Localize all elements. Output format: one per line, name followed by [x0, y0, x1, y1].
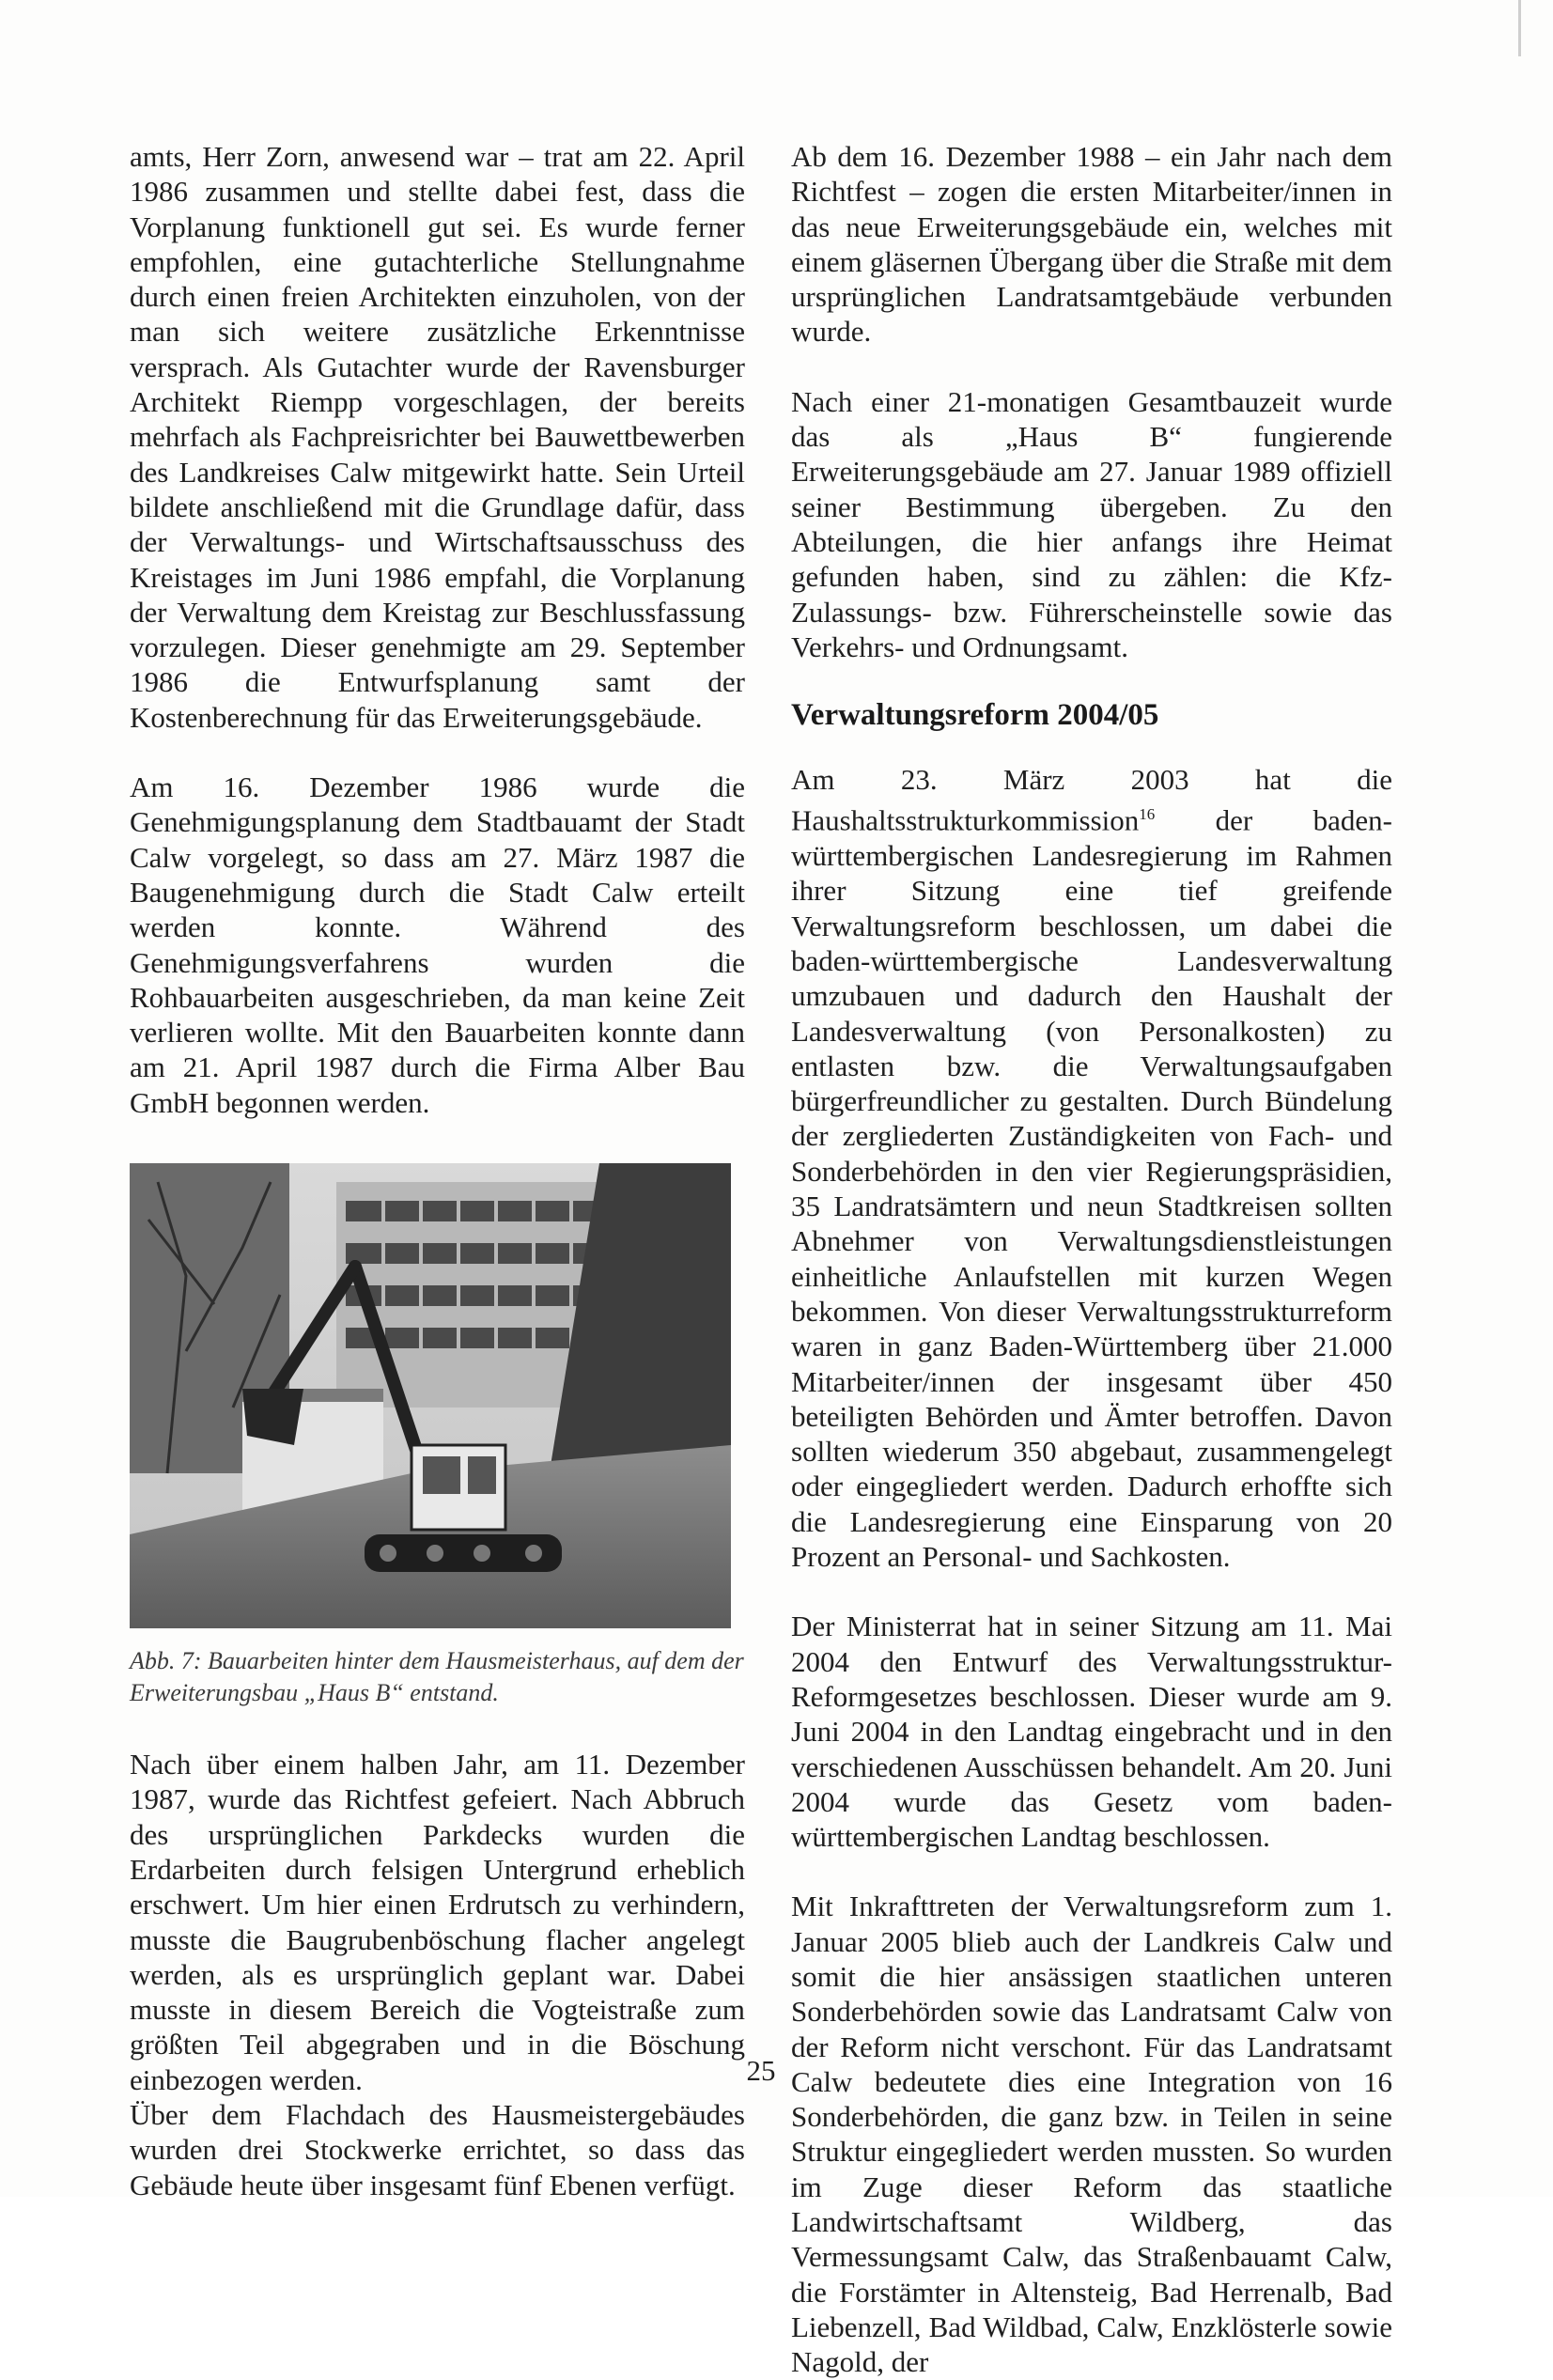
paragraph-rest: der baden-württembergischen Landesregierung im Rahmen ihrer Sitzung eine tief greifende Verwaltungsreform beschlossen, um dabei die baden-württembergische Landesverwaltung umzubauen und dadurch den Haushalt der Landesverwaltung (von Personalkosten) zu entlasten bzw. die Verwaltungsaufgaben bürgerfreundlicher zu gestalten. Durch Bündelung der zergliederten Zuständigkeiten von Fach- und Sonderbehörden in den vier Regierungspräsidien, 35 Landratsämtern und neun Stadtkreisen sollten Abnehmer von Verwaltungsdienstleistungen einheitliche Anlaufstellen mit kurzen Wegen bekommen. Von dieser Verwaltungsstrukturreform waren in ganz Baden-Württemberg über 21.000 Mitarbeiter/innen der insgesamt über 450 beteiligten Behörden und Ämter betroffen. Davon sollten wiederum 350 abgebaut, zusammengelegt oder eingegliedert werden. Dadurch erhoffte sich die Landesregierung eine Einsparung von 20 Prozent an Personal- und Sachkosten.: [791, 803, 1392, 1574]
paragraph: Mit Inkrafttreten der Verwaltungsreform zum 1. Januar 2005 blieb auch der Landkreis Calw und somit die hier ansässigen staatlichen unteren Sonderbehörden sowie das Landratsamt Calw von der Reform nicht verschont. Für das Landratsamt Calw bedeutete dies eine Integration von 16 Sonderbehörden, die ganz bzw. in Teilen in seine Struktur eingegliedert werden mussten. So wurden im Zuge dieser Reform das staatliche Landwirtschaftsamt Wildberg, das Vermessungsamt Calw, das Straßenbauamt Calw, die Forstämter in Altensteig, Bad Herrenalb, Bad Liebenzell, Bad Wildbad, Calw, Enzklösterle sowie Nagold, der: [791, 1890, 1392, 2379]
section-heading: Verwaltungsreform 2004/05: [791, 698, 1159, 733]
paragraph: Am 16. Dezember 1986 wurde die Genehmigungsplanung dem Stadtbauamt der Stadt Calw vorgelegt, so dass am 27. März 1987 die Baugenehmigung durch die Stadt Calw erteilt werden konnte. Während des Genehmigungsverfahrens wurden die Rohbauarbeiten ausgeschrieben, da man keine Zeit verlieren wollte. Mit den Bauarbeiten konnte dann am 21. April 1987 durch die Firma Alber Bau GmbH begonnen werden.: [130, 770, 745, 1119]
paragraph: Über dem Flachdach des Hausmeistergebäudes wurden drei Stockwerke errichtet, so dass das Gebäude heute über insgesamt fünf Ebenen verfügt.: [130, 2097, 745, 2201]
paragraph-start: Am 23. März 2003 hat die Haushaltsstrukturkommission: [791, 763, 1392, 837]
paragraph: Ab dem 16. Dezember 1988 – ein Jahr nach dem Richtfest – zogen die ersten Mitarbeiter/innen in das neue Erweiterungsgebäude ein, welches mit einem gläsernen Übergang über die Straße mit dem ursprünglichen Landratsamtgebäude verbunden wurde.: [791, 140, 1392, 349]
paragraph: Nach einer 21-monatigen Gesamtbauzeit wurde das als „Haus B“ fungierende Erweiterungsgebäude am 27. Januar 1989 offiziell seiner Bestimmung übergeben. Zu den Abteilungen, die hier anfangs ihre Heimat gefunden haben, sind zu zählen: die Kfz-Zulassungs- bzw. Führerscheinstelle sowie das Verkehrs- und Ordnungsamt.: [791, 384, 1392, 663]
page-number: 25: [746, 2054, 776, 2087]
paragraph: Der Ministerrat hat in seiner Sitzung am 11. Mai 2004 den Entwurf des Verwaltungsstruktur-Reformgesetzes beschlossen. Dieser wurde am 9. Juni 2004 in den Landtag eingebracht und in den verschiedenen Ausschüssen behandelt. Am 20. Juni 2004 wurde das Gesetz vom baden-württembergischen Landtag beschlossen.: [791, 1610, 1392, 1854]
paragraph: [791, 762, 1392, 1574]
figure-caption: Abb. 7: Bauarbeiten hinter dem Hausmeisterhaus, auf dem der Erweiterungsbau „Haus B“ entstand.: [130, 1647, 744, 1707]
left-column: [130, 139, 745, 2202]
paragraph: amts, Herr Zorn, anwesend war – trat am 22. April 1986 zusammen und stellte dabei fest, dass die Vorplanung funktionell gut sei. Es wurde ferner empfohlen, eine gutachterliche Stellungnahme durch einen freien Architekten einzuholen, von der man sich weitere zusätzliche Erkenntnisse versprach. Als Gutachter wurde der Ravensburger Architekt Riempp vorgeschlagen, der bereits mehrfach als Fachpreisrichter bei Bauwettbewerben des Landkreises Calw mitgewirkt hatte. Sein Urteil bildete anschließend mit die Grundlage dafür, dass der Verwaltungs- und Wirtschaftsausschuss des Kreistages im Juni 1986 empfahl, die Vorplanung der Verwaltung dem Kreistag zur Beschlussfassung vorzulegen. Dieser genehmigte am 29. September 1986 die Entwurfsplanung samt der Kostenberechnung für das Erweiterungsgebäude.: [130, 140, 745, 734]
right-column: [791, 139, 1392, 2380]
footnote-marker: 16: [1139, 805, 1156, 824]
paragraph: Nach über einem halben Jahr, am 11. Dezember 1987, wurde das Richtfest gefeiert. Nach Abbruch des ursprünglichen Parkdecks wurden die Erdarbeiten durch felsigen Untergrund erheblich erschwert. Um hier einen Erdrutsch zu verhindern, musste die Baugrubenböschung flacher angelegt werden, als es ursprünglich geplant war. Dabei musste in diesem Bereich die Vogteistraße zum größten Teil abgegraben und in die Böschung einbezogen werden.: [130, 1748, 745, 2096]
construction-photo: [130, 1163, 731, 1628]
scan-edge-mark: [1518, 0, 1521, 56]
